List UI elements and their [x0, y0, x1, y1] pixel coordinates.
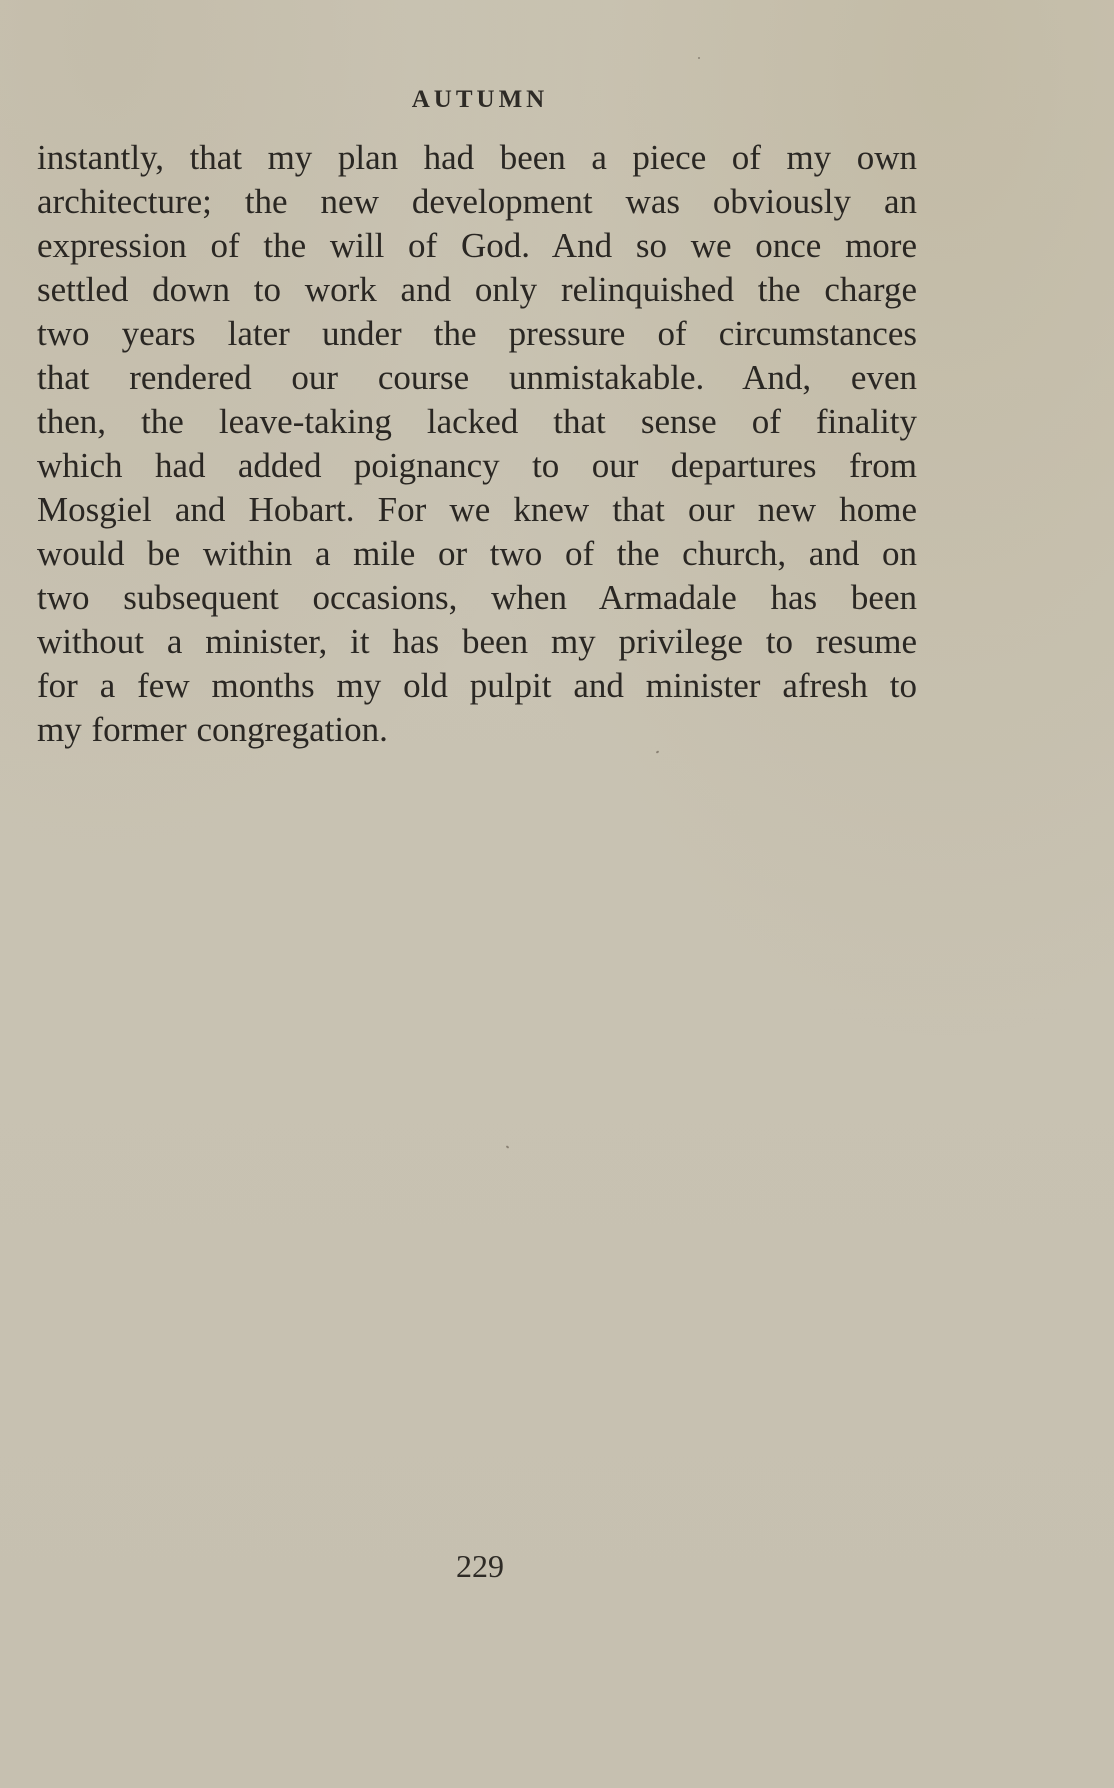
text-line: two subsequent occasions, when Armadale has been — [37, 578, 917, 617]
paper-speck — [656, 750, 660, 753]
text-line: Mosgiel and Hobart. For we knew that our new home — [37, 490, 917, 529]
paper-speck — [506, 1145, 510, 1148]
text-line: for a few months my old pulpit and minister afresh to — [37, 666, 917, 705]
body-paragraph — [37, 136, 917, 752]
text-line: without a minister, it has been my privilege to resume — [37, 622, 917, 661]
text-line: then, the leave-taking lacked that sense of finality — [37, 402, 917, 441]
text-line: that rendered our course unmistakable. And, even — [37, 358, 917, 397]
text-line: expression of the will of God. And so we once more — [37, 226, 917, 265]
text-line-last: my former congregation. — [37, 710, 388, 749]
text-line: settled down to work and only relinquished the charge — [37, 270, 917, 309]
text-line: would be within a mile or two of the church, and on — [37, 534, 917, 573]
paper-speck — [698, 57, 700, 59]
text-line: two years later under the pressure of circumstances — [37, 314, 917, 353]
text-line: instantly, that my plan had been a piece of my own — [37, 138, 917, 177]
running-head: AUTUMN — [411, 86, 549, 113]
page-number: 229 — [456, 1548, 504, 1584]
text-line: architecture; the new development was obviously an — [37, 182, 917, 221]
text-line: which had added poignancy to our departures from — [37, 446, 917, 485]
